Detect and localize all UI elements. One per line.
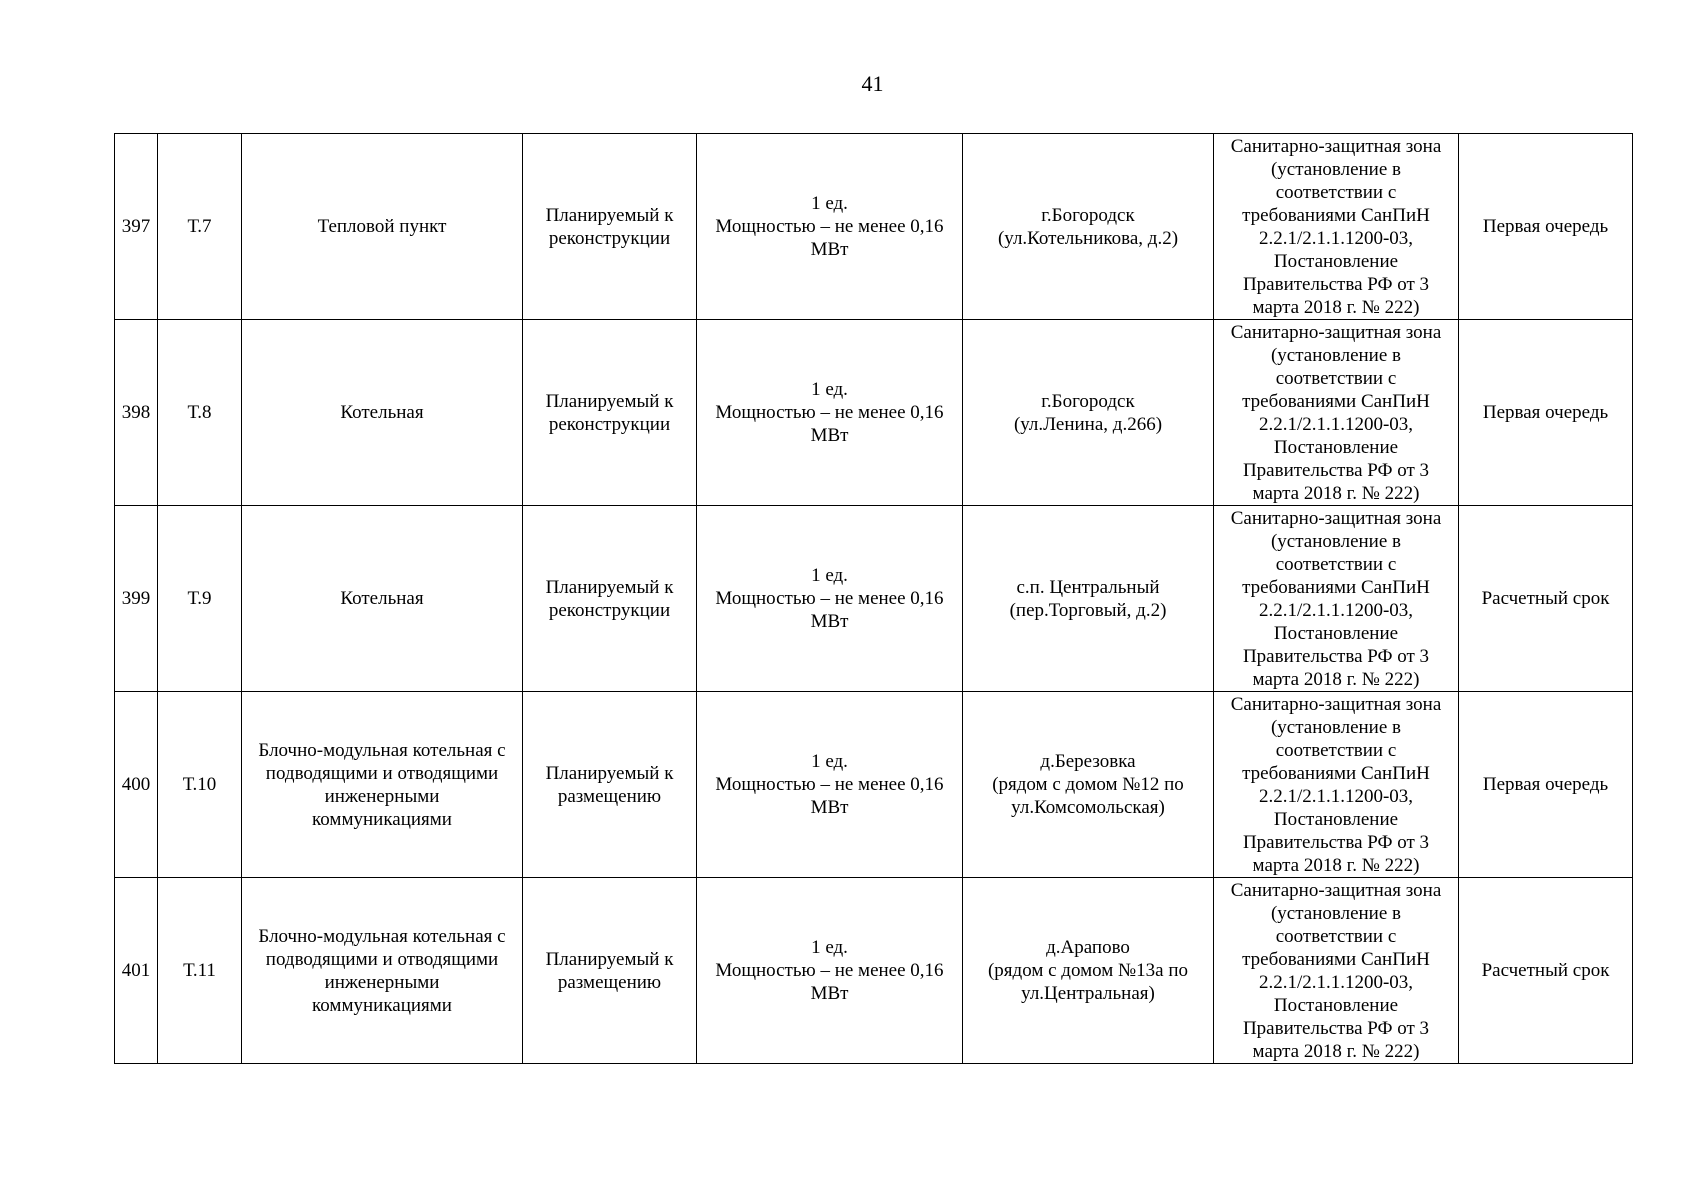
cell-text-line: марта 2018 г. № 222) [1252,1040,1420,1062]
cell-text-line: Расчетный срок [1481,588,1610,609]
cell-text-line: МВт [810,425,849,446]
cell-text-line: Постановление [1273,250,1399,272]
cell-text-line: Постановление [1273,808,1399,830]
cell-text-line: соответствии с [1275,739,1397,761]
object-status-cell [523,692,697,878]
cell-text-line: (ул.Ленина, д.266) [1013,413,1163,435]
row-number-cell: 398 [115,320,158,506]
cell-text-line: Мощностью – не менее 0,16 [715,774,944,795]
cell-text-line: 1 ед. [811,937,848,958]
object-name-cell [242,134,523,320]
cell-text-line: Мощностью – не менее 0,16 [715,960,944,981]
cell-text-line: МВт [810,797,849,818]
cell-text-line: (установление в [1270,158,1402,180]
zone-restrictions-cell [1214,878,1459,1064]
cell-text-line: марта 2018 г. № 222) [1252,296,1420,318]
cell-text-line: Блочно-модульная котельная с [258,739,506,761]
cell-text-line: Блочно-модульная котельная с [258,925,506,947]
object-capacity-cell [697,134,963,320]
cell-text-line: Мощностью – не менее 0,16 [715,402,944,423]
object-capacity-cell [697,692,963,878]
table-row [115,692,1633,878]
cell-text-line: Санитарно-защитная зона [1230,507,1442,529]
implementation-stage-cell [1459,134,1633,320]
object-capacity-cell [697,878,963,1064]
row-number-cell: 397 [115,134,158,320]
cell-text-line: Планируемый к [545,204,674,226]
cell-text-line: Первая очередь [1482,774,1609,795]
object-location-cell [963,506,1214,692]
cell-text-line: соответствии с [1275,181,1397,203]
cell-text-line: Санитарно-защитная зона [1230,693,1442,715]
cell-text-line: Санитарно-защитная зона [1230,321,1442,343]
object-code-cell: Т.10 [158,692,242,878]
zone-restrictions-cell [1214,320,1459,506]
object-location-cell [963,134,1214,320]
objects-table [114,133,1633,1064]
cell-text-line: Тепловой пункт [317,216,447,237]
implementation-stage-cell [1459,506,1633,692]
cell-text-line: МВт [810,983,849,1004]
implementation-stage-cell [1459,692,1633,878]
cell-text-line: Постановление [1273,994,1399,1016]
cell-text-line: реконструкции [548,599,671,621]
cell-text-line: 1 ед. [811,193,848,214]
cell-text-line: 2.2.1/2.1.1.1200-03, [1258,599,1414,621]
cell-text-line: Санитарно-защитная зона [1230,879,1442,901]
cell-text-line: марта 2018 г. № 222) [1252,482,1420,504]
cell-text-line: Котельная [340,588,424,609]
cell-text-line: требованиями СанПиН [1242,390,1430,412]
cell-text-line: требованиями СанПиН [1242,576,1430,598]
object-location-cell [963,692,1214,878]
object-status-cell [523,878,697,1064]
cell-text-line: соответствии с [1275,367,1397,389]
object-location-cell [963,878,1214,1064]
cell-text-line: требованиями СанПиН [1242,204,1430,226]
cell-text-line: марта 2018 г. № 222) [1252,668,1420,690]
page-number: 41 [861,71,884,96]
row-number-cell: 401 [115,878,158,1064]
object-code-cell: Т.7 [158,134,242,320]
cell-text-line: Правительства РФ от 3 [1242,1017,1430,1039]
cell-text-line: (рядом с домом №13а по [987,960,1189,981]
object-name-cell [242,320,523,506]
cell-text-line: Правительства РФ от 3 [1242,645,1430,667]
cell-text-line: подводящими и отводящими [265,762,499,784]
implementation-stage-cell [1459,320,1633,506]
table-row [115,320,1633,506]
cell-text-line: ул.Комсомольская) [1011,797,1165,818]
cell-text-line: (установление в [1270,902,1402,924]
zone-restrictions-cell [1214,134,1459,320]
object-code-cell: Т.8 [158,320,242,506]
cell-text-line: требованиями СанПиН [1242,762,1430,784]
object-name-cell [242,506,523,692]
table-row [115,506,1633,692]
cell-text-line: Планируемый к [545,390,674,412]
cell-text-line: МВт [810,239,849,260]
object-status-cell [523,506,697,692]
cell-text-line: коммуникациями [312,994,452,1016]
object-capacity-cell [697,506,963,692]
cell-text-line: Расчетный срок [1481,960,1610,981]
cell-text-line: Правительства РФ от 3 [1242,273,1430,295]
object-name-cell [242,692,523,878]
cell-text-line: 2.2.1/2.1.1.1200-03, [1258,785,1414,807]
table-row [115,878,1633,1064]
cell-text-line: 2.2.1/2.1.1.1200-03, [1258,413,1414,435]
cell-text-line: Правительства РФ от 3 [1242,831,1430,853]
cell-text-line: размещению [557,785,662,807]
zone-restrictions-cell [1214,692,1459,878]
cell-text-line: (установление в [1270,716,1402,738]
cell-text-line: ул.Центральная) [1021,983,1155,1004]
cell-text-line: Мощностью – не менее 0,16 [715,588,944,609]
cell-text-line: 1 ед. [811,379,848,400]
cell-text-line: (пер.Торговый, д.2) [1009,599,1167,621]
cell-text-line: (рядом с домом №12 по [992,774,1184,795]
object-status-cell [523,134,697,320]
cell-text-line: соответствии с [1275,553,1397,575]
cell-text-line: коммуникациями [312,808,452,830]
object-name-cell [242,878,523,1064]
object-code-cell: Т.9 [158,506,242,692]
cell-text-line: (установление в [1270,530,1402,552]
cell-text-line: Планируемый к [545,762,674,784]
cell-text-line: д.Арапово [1046,937,1130,958]
zone-restrictions-cell [1214,506,1459,692]
object-status-cell [523,320,697,506]
cell-text-line: подводящими и отводящими [265,948,499,970]
cell-text-line: 1 ед. [811,751,848,772]
cell-text-line: Планируемый к [545,948,674,970]
cell-text-line: Котельная [340,402,424,423]
cell-text-line: Постановление [1273,622,1399,644]
cell-text-line: размещению [557,971,662,993]
cell-text-line: марта 2018 г. № 222) [1252,854,1420,876]
row-number-cell: 399 [115,506,158,692]
cell-text-line: (ул.Котельникова, д.2) [997,227,1179,249]
cell-text-line: (установление в [1270,344,1402,366]
cell-text-line: с.п. Центральный [1016,576,1160,598]
implementation-stage-cell [1459,878,1633,1064]
cell-text-line: г.Богородск [1041,390,1135,412]
cell-text-line: инженерными [324,971,440,993]
object-location-cell [963,320,1214,506]
cell-text-line: Санитарно-защитная зона [1230,135,1442,157]
cell-text-line: реконструкции [548,413,671,435]
cell-text-line: МВт [810,611,849,632]
cell-text-line: инженерными [324,785,440,807]
cell-text-line: 2.2.1/2.1.1.1200-03, [1258,971,1414,993]
table-row [115,134,1633,320]
cell-text-line: Первая очередь [1482,216,1609,237]
cell-text-line: Первая очередь [1482,402,1609,423]
cell-text-line: 2.2.1/2.1.1.1200-03, [1258,227,1414,249]
cell-text-line: требованиями СанПиН [1242,948,1430,970]
cell-text-line: соответствии с [1275,925,1397,947]
cell-text-line: реконструкции [548,227,671,249]
object-capacity-cell [697,320,963,506]
cell-text-line: д.Березовка [1040,751,1136,772]
cell-text-line: 1 ед. [811,565,848,586]
cell-text-line: Мощностью – не менее 0,16 [715,216,944,237]
cell-text-line: Планируемый к [545,576,674,598]
cell-text-line: Постановление [1273,436,1399,458]
cell-text-line: г.Богородск [1041,204,1135,226]
cell-text-line: Правительства РФ от 3 [1242,459,1430,481]
row-number-cell: 400 [115,692,158,878]
object-code-cell: Т.11 [158,878,242,1064]
